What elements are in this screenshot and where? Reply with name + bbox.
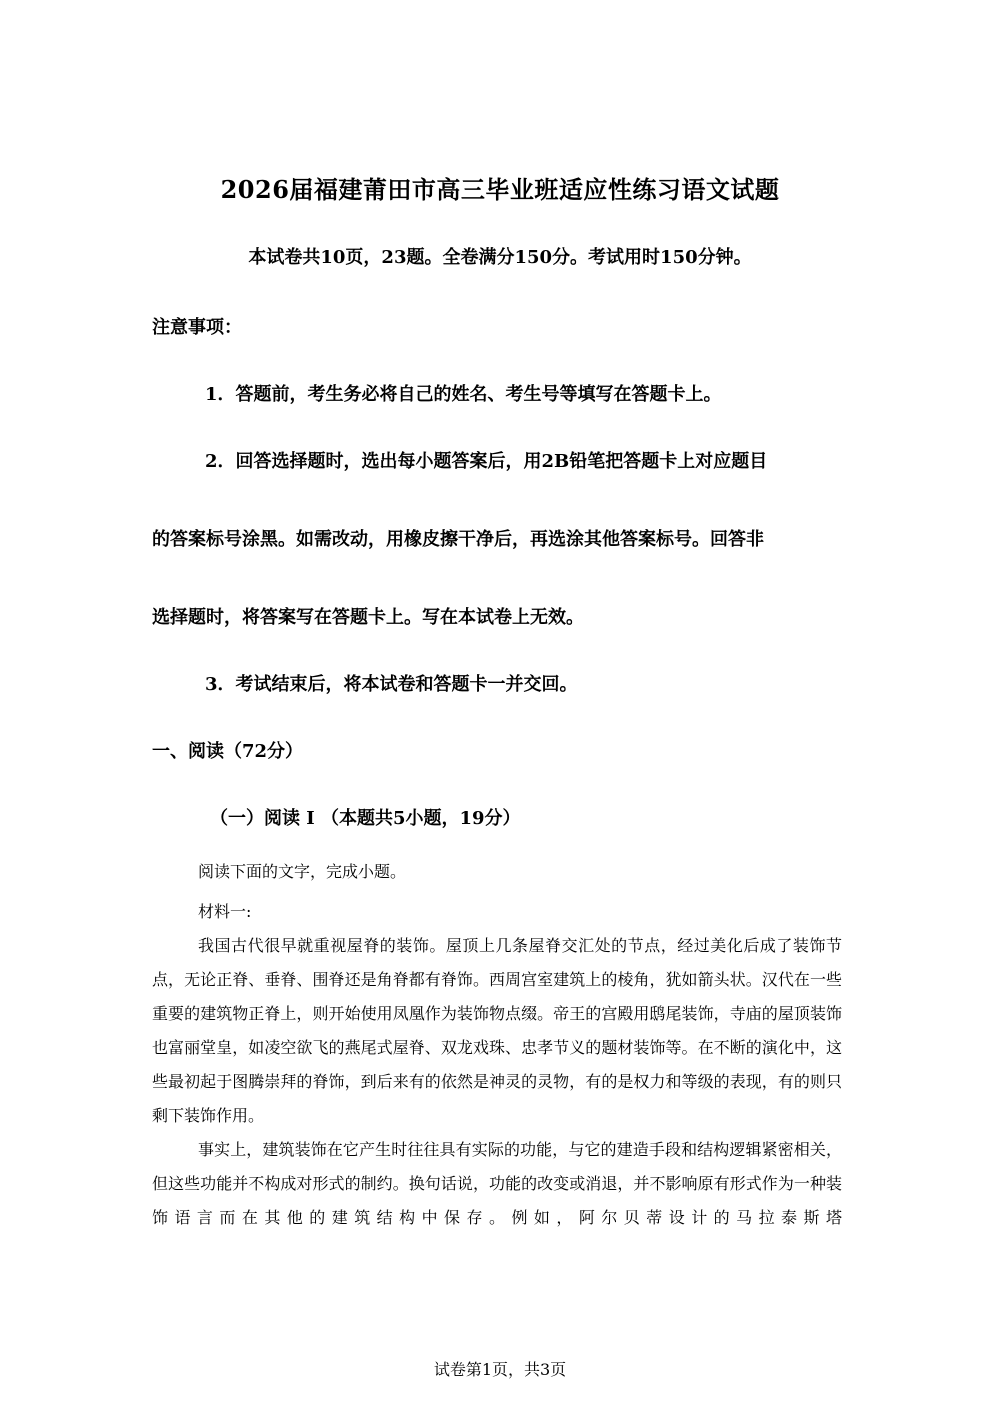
paragraph-1: 我国古代很早就重视屋脊的装饰。屋顶上几条屋脊交汇处的节点，经过美化后成了装饰节点，无论正脊、垂脊、围脊还是角脊都有脊饰。西周宫室建筑上的棱角，犹如箭头状。汉代在一些重要的建筑物正脊上，则开始使用凤凰作为装饰物点缀。帝王的宫殿用鸱尾装饰，寺庙的屋顶装饰也富丽堂皇，如凌空欲飞的燕尾式屋脊、双龙戏珠、忠孝节义的题材装饰等。在不断的演化中，这些最初起于图腾崇拜的脊饰，到后来有的依然是神灵的灵物，有的是权力和等级的表现，有的则只剩下装饰作用。 — [152, 936, 842, 1125]
notice-item-1: 1．答题前，考生务必将自己的姓名、考生号等填写在答题卡上。 — [205, 384, 722, 405]
page-title: 2026届福建莆田市高三毕业班适应性练习语文试题 — [220, 175, 780, 204]
notice-item-2-line-2: 的答案标号涂黑。如需改动，用橡皮擦干净后，再选涂其他答案标号。回答非 — [152, 529, 764, 550]
notice-item-3: 3．考试结束后，将本试卷和答题卡一并交回。 — [205, 674, 578, 695]
exam-info: 本试卷共10页，23题。全卷满分150分。考试用时150分钟。 — [248, 247, 752, 268]
notice-heading: 注意事项： — [152, 317, 242, 338]
material-text — [152, 929, 842, 1235]
section-heading: 一、阅读（72分） — [152, 741, 304, 762]
paragraph-2: 事实上，建筑装饰在它产生时往往具有实际的功能，与它的建造手段和结构逻辑紧密相关，但这些功能并不构成对形式的制约。换句话说，功能的改变或消退，并不影响原有形式作为一种装饰语言而在其他的建筑结构中保存。例如，阿尔贝蒂设计的马拉泰斯塔 — [152, 1140, 842, 1227]
notice-item-2-line-3: 选择题时，将答案写在答题卡上。写在本试卷上无效。 — [152, 607, 584, 628]
page-footer: 试卷第1页，共3页 — [433, 1360, 567, 1379]
subsection-heading: （一）阅读 I （本题共5小题，19分） — [210, 808, 521, 829]
material-label: 材料一: — [198, 902, 252, 921]
notice-item-2-line-1: 2．回答选择题时，选出每小题答案后，用2B铅笔把答题卡上对应题目 — [205, 451, 768, 472]
reading-instruction: 阅读下面的文字，完成小题。 — [198, 862, 407, 881]
